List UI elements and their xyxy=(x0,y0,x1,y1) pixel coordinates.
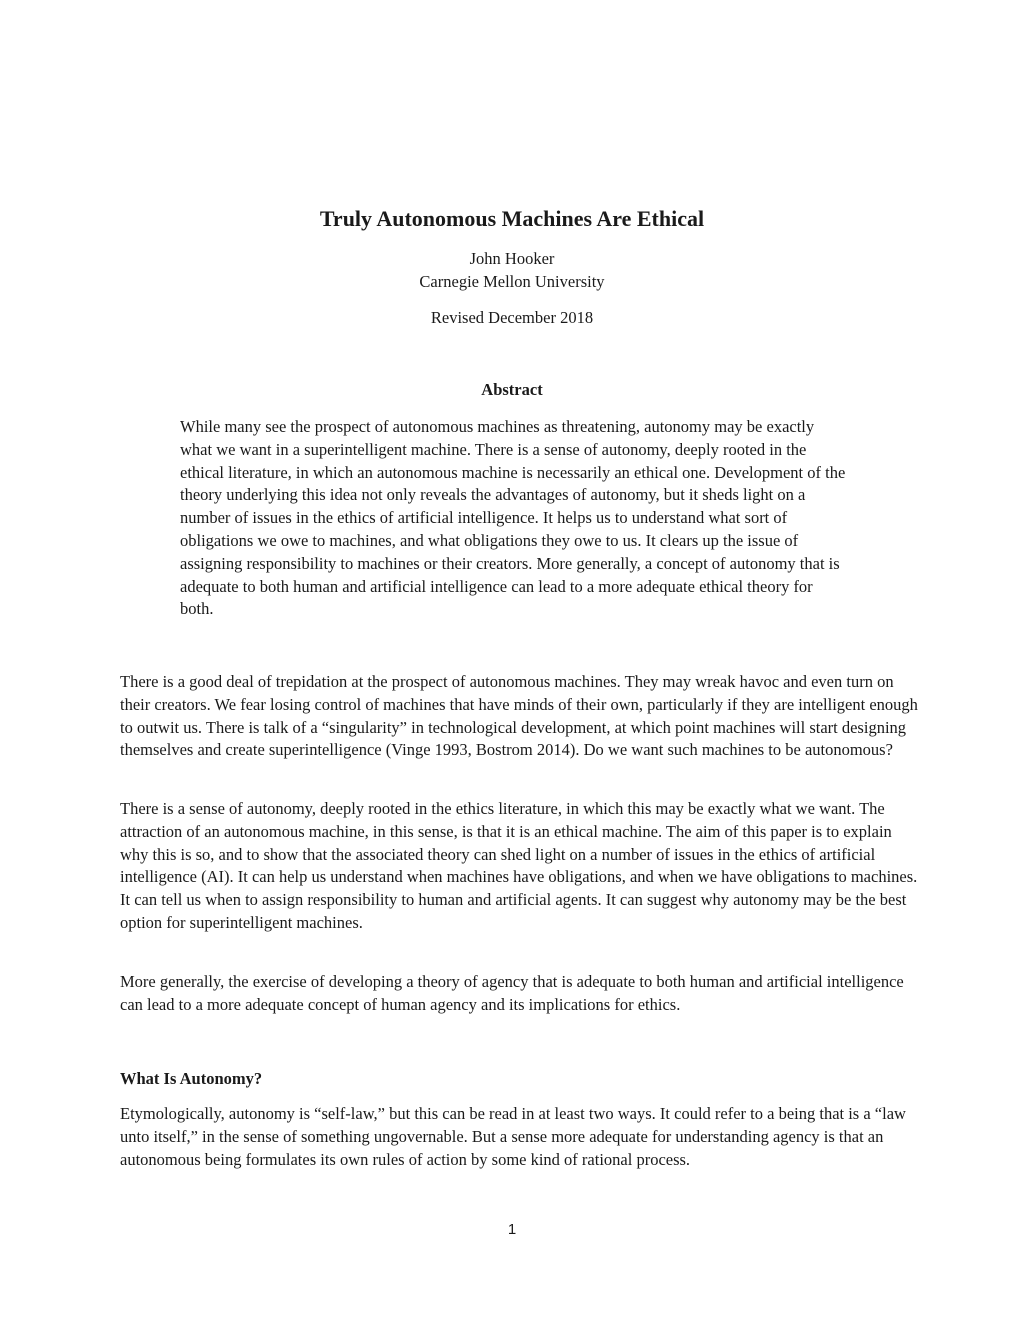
revision-date: Revised December 2018 xyxy=(430,308,594,327)
body-paragraph: There is a sense of autonomy, deeply rooted in the ethics literature, in which this may be exactly what we want. The attraction of an autonomous machine, in this sense, is that it is an ethical machine. The aim of this paper is to explain why this is so, and to show that the associated theory can shed light on a number of issues in the ethics of artificial intelligence (AI). It can help us understand when machines have obligations, and when we have obligations to machines. It can tell us when to assign responsibility to human and artificial agents. It can suggest why autonomy may be the best option for superintelligent machines. xyxy=(120,799,918,932)
abstract-heading: Abstract xyxy=(481,380,543,399)
paper-title: Truly Autonomous Machines Are Ethical xyxy=(319,206,705,231)
author-affiliation: Carnegie Mellon University xyxy=(419,272,605,291)
section-paragraph: Etymologically, autonomy is “self-law,” but this can be read in at least two ways. It could refer to a being that is a “law unto itself,” in the sense of something ungovernable. But a sense more adequate for understanding agency is that an autonomous being formulates its own rules of action by some kind of rational process. xyxy=(120,1104,906,1169)
body-paragraph: There is a good deal of trepidation at the prospect of autonomous machines. They may wreak havoc and even turn on their creators. We fear losing control of machines that have minds of their own, particularly if they are intelligent enough to outwit us. There is talk of a “singularity” in technological development, at which point machines will start designing themselves and create superintelligence (Vinge 1993, Bostrom 2014). Do we want such machines to be autonomous? xyxy=(120,672,918,760)
author-name: John Hooker xyxy=(469,249,555,268)
body-paragraph: More generally, the exercise of developing a theory of agency that is adequate to both human and artificial intelligence can lead to a more adequate concept of human agency and its implications for ethics. xyxy=(120,972,904,1014)
page-number: 1 xyxy=(507,1221,517,1238)
section-heading: What Is Autonomy? xyxy=(120,1069,263,1088)
abstract-text: While many see the prospect of autonomous machines as threatening, autonomy may be exactly what we want in a superintelligent machine. There is a sense of autonomy, deeply rooted in the ethical literature, in which an autonomous machine is necessarily an ethical one. Development of the theory underlying this idea not only reveals the advantages of autonomy, but it sheds light on a number of issues in the ethics of artificial intelligence. It helps us to understand what sort of obligations we owe to machines, and what obligations they owe to us. It clears up the issue of assigning responsibility to machines or their creators. More generally, a concept of autonomy that is adequate to both human and artificial intelligence can lead to a more adequate ethical theory for both. xyxy=(180,417,846,619)
